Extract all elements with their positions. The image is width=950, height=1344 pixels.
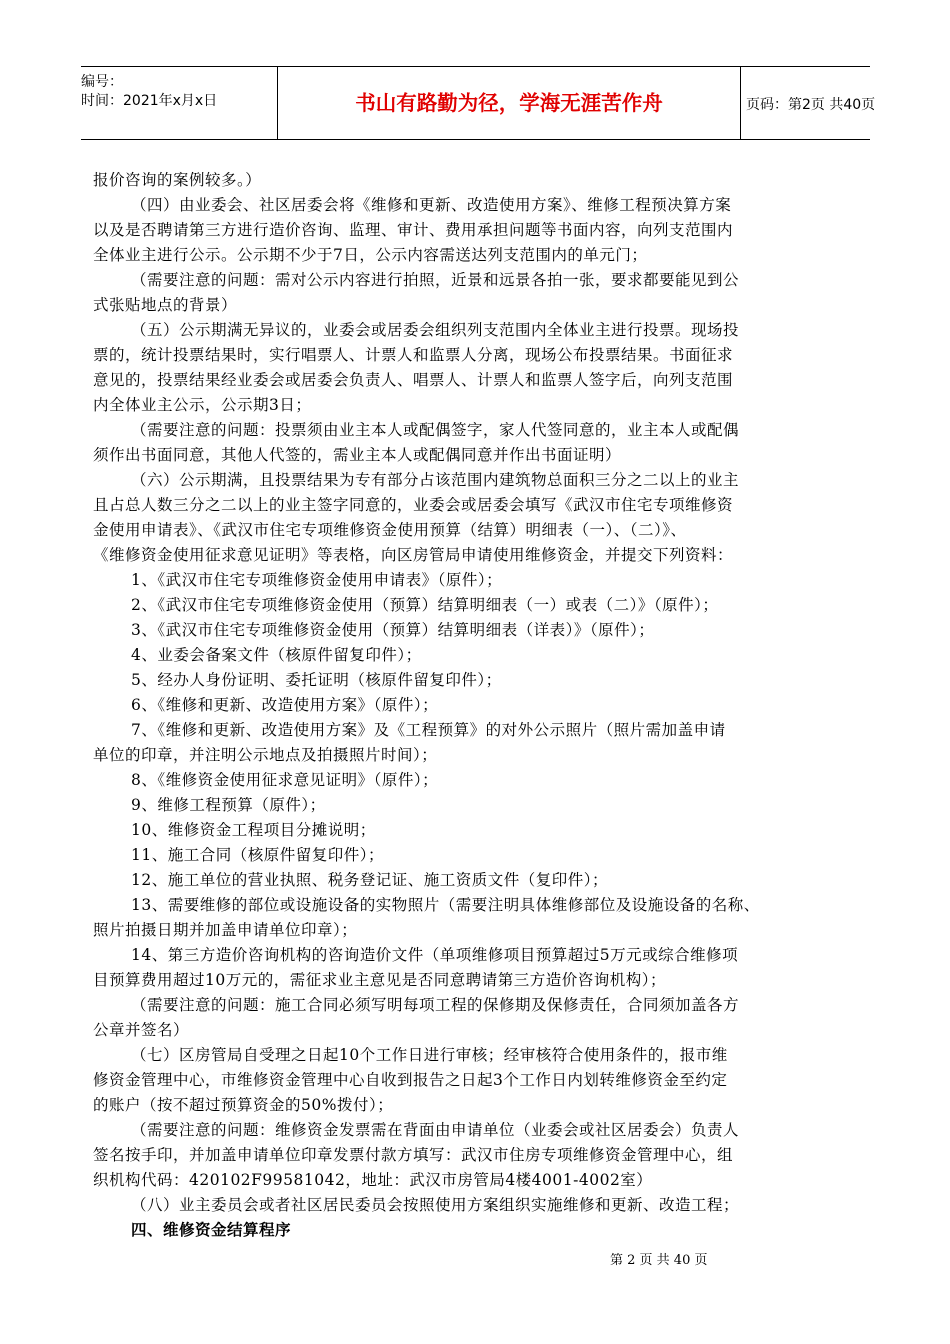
body-line: 织机构代码：420102F99581042，地址：武汉市房管局4楼4001-4002室） (93, 1171, 653, 1189)
body-line: 意见的，投票结果经业委会或居委会负责人、唱票人、计票人和监票人签字后，向列支范围 (93, 371, 734, 389)
page-header (81, 66, 876, 140)
body-line: （需要注意的问题：维修资金发票需在背面由申请单位（业委会或社区居委会）负责人 (131, 1121, 740, 1139)
section-heading: 四、维修资金结算程序 (131, 1221, 292, 1239)
body-line: 修资金管理中心，市维修资金管理中心自收到报告之日起3个工作日内划转维修资金至约定 (93, 1071, 728, 1089)
list-item: 5、经办人身份证明、委托证明（核原件留复印件）； (131, 671, 502, 689)
body-line: （需要注意的问题：施工合同必须写明每项工程的保修期及保修责任，合同须加盖各方 (131, 996, 740, 1014)
serial-label: 编号： (81, 74, 123, 90)
body-line: 内全体业主公示，公示期3日； (93, 396, 312, 414)
time-label: 时间：2021年x月x日 (81, 93, 218, 109)
list-item: 7、《维修和更新、改造使用方案》及《工程预算》的对外公示照片（照片需加盖申请 (131, 721, 726, 739)
body-line: 单位的印章，并注明公示地点及拍摄照片时间）； (93, 746, 438, 764)
body-line: 《维修资金使用征求意见证明》等表格，向区房管局申请使用维修资金，并提交下列资料： (93, 546, 734, 564)
body-line: （五）公示期满无异议的，业委会或居委会组织列支范围内全体业主进行投票。现场投 (131, 321, 740, 339)
body-line: 且占总人数三分之二以上的业主签字同意的，业委会或居委会填写《武汉市住宅专项维修资 (93, 496, 734, 514)
body-line: 须作出书面同意，其他人代签的，需业主本人或配偶同意并作出书面证明） (93, 446, 622, 464)
body-line: 公章并签名） (93, 1021, 190, 1039)
body-line: （四）由业委会、社区居委会将《维修和更新、改造使用方案》、维修工程预决算方案 (131, 196, 732, 214)
body-line: （八）业主委员会或者社区居民委员会按照使用方案组织实施维修和更新、改造工程； (131, 1196, 740, 1214)
list-item: 12、施工单位的营业执照、税务登记证、施工资质文件（复印件）； (131, 871, 608, 889)
list-item: 11、施工合同（核原件留复印件）； (131, 846, 384, 864)
body-line: （需要注意的问题：投票须由业主本人或配偶签字，家人代签同意的，业主本人或配偶 (131, 421, 740, 439)
header-motto-cell (277, 67, 741, 139)
list-item: 2、《武汉市住宅专项维修资金使用（预算）结算明细表（一）或表（二）》（原件）； (131, 596, 719, 614)
header-motto: 书山有路勤为径，学海无涯苦作舟 (355, 91, 663, 115)
document-body (93, 168, 871, 1243)
list-item: 1、《武汉市住宅专项维修资金使用申请表》（原件）； (131, 571, 503, 589)
body-line: 报价咨询的案例较多。） (93, 171, 262, 189)
page-footer: 第 2 页 共 40 页 (610, 1253, 708, 1268)
body-line: 签名按手印，并加盖申请单位印章发票付款方填写：武汉市住房专项维修资金管理中心，组 (93, 1146, 734, 1164)
body-line: （六）公示期满，且投票结果为专有部分占该范围内建筑物总面积三分之二以上的业主 (131, 471, 740, 489)
list-item: 14、第三方造价咨询机构的咨询造价文件（单项维修项目预算超过5万元或综合维修项 (131, 946, 739, 964)
list-item: 9、维修工程预算（原件）； (131, 796, 326, 814)
header-page-info: 页码：第2页 共40页 (746, 97, 876, 113)
body-line: 全体业主进行公示。公示期不少于7日，公示内容需送达列支范围内的单元门； (93, 246, 648, 264)
body-line: 的账户（按不超过预算资金的50%拨付）； (93, 1096, 394, 1114)
body-line: 金使用申请表》、《武汉市住宅专项维修资金使用预算（结算）明细表（一）、（二）》、 (93, 521, 687, 539)
list-item: 3、《武汉市住宅专项维修资金使用（预算）结算明细表（详表）》（原件）； (131, 621, 655, 639)
body-line: 照片拍摄日期并加盖申请单位印章）； (93, 921, 358, 939)
body-line: （需要注意的问题：需对公示内容进行拍照，近景和远景各拍一张，要求都要能见到公 (131, 271, 740, 289)
header-right-cell (740, 67, 876, 139)
header-left-cell (81, 67, 277, 139)
body-line: 以及是否聘请第三方进行造价咨询、监理、审计、费用承担问题等书面内容，向列支范围内 (93, 221, 734, 239)
list-item: 13、需要维修的部位或设施设备的实物照片（需要注明具体维修部位及设施设备的名称、 (131, 896, 760, 914)
body-line: 目预算费用超过10万元的，需征求业主意见是否同意聘请第三方造价咨询机构）； (93, 971, 666, 989)
body-line: 式张贴地点的背景） (93, 296, 238, 314)
body-line: （七）区房管局自受理之日起10个工作日进行审核；经审核符合使用条件的，报市维 (131, 1046, 728, 1064)
list-item: 10、维修资金工程项目分摊说明； (131, 821, 376, 839)
body-line: 票的，统计投票结果时，实行唱票人、计票人和监票人分离，现场公布投票结果。书面征求 (93, 346, 734, 364)
list-item: 8、《维修资金使用征求意见证明》（原件）； (131, 771, 439, 789)
list-item: 6、《维修和更新、改造使用方案》（原件）； (131, 696, 439, 714)
list-item: 4、业委会备案文件（核原件留复印件）； (131, 646, 422, 664)
